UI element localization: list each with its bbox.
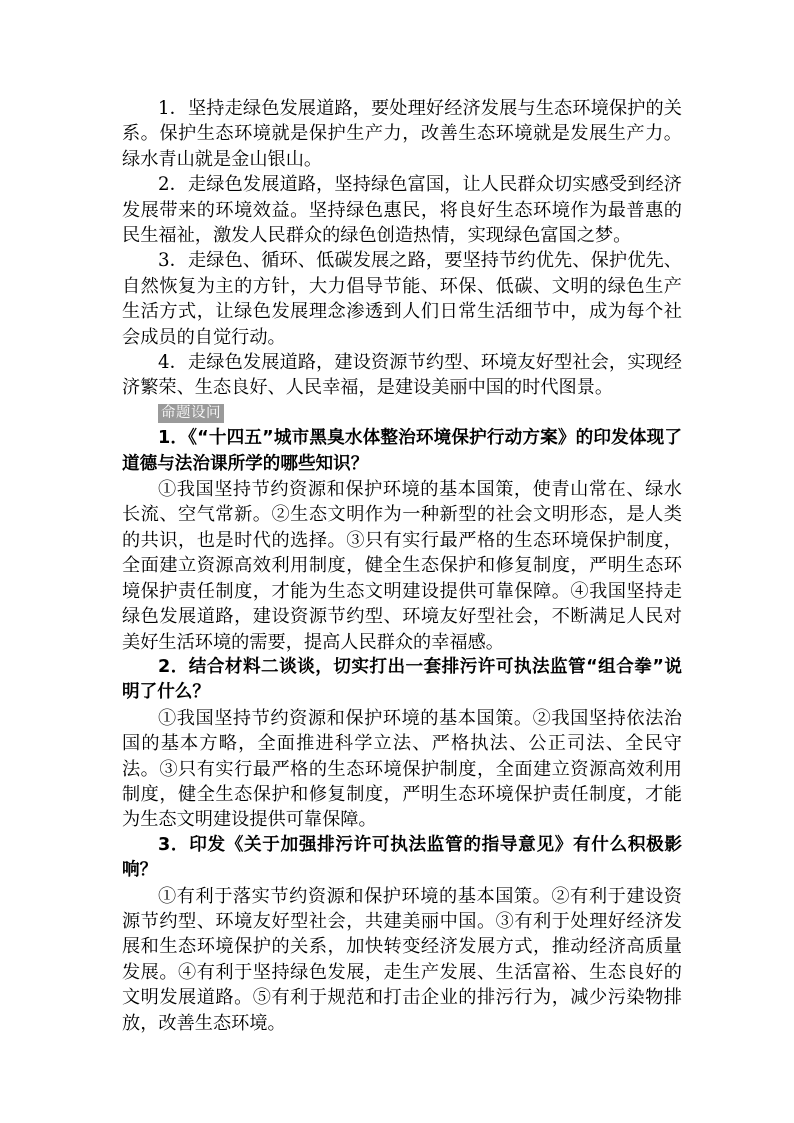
document-page	[122, 96, 682, 1036]
question-1: 1．《“十四五”城市黑臭水体整治环境保护行动方案》的印发体现了道德与法治课所学的哪些知识？	[122, 428, 682, 474]
section-label: 命题设问	[158, 404, 224, 423]
answer-1: ①我国坚持节约资源和保护环境的基本国策，使青山常在、绿水长流、空气常新。②生态文明作为一种新型的社会文明形态，是人类的共识，也是时代的选择。③只有实行最严格的生态环境保护制度，全面建立资源高效利用制度，健全生态保护和修复制度，严明生态环境保护责任制度，才能为生态文明建设提供可靠保障。④我国坚持走绿色发展道路，建设资源节约型、环境友好型社会，不断满足人民对美好生活环境的需要，提高人民群众的幸福感。	[122, 479, 682, 653]
answer-3: ①有利于落实节约资源和保护环境的基本国策。②有利于建设资源节约型、环境友好型社会，共建美丽中国。③有利于处理好经济发展和生态环境保护的关系，加快转变经济发展方式，推动经济高质量发展。④有利于坚持绿色发展，走生产发展、生活富裕、生态良好的文明发展道路。⑤有利于规范和打击企业的排污行为，减少污染物排放，改善生态环境。	[122, 885, 682, 1034]
intro-point-2: 2．走绿色发展道路，坚持绿色富国，让人民群众切实感受到经济发展带来的环境效益。坚持绿色惠民，将良好生态环境作为最普惠的民生福祉，激发人民群众的绿色创造热情，实现绿色富国之梦。	[122, 174, 682, 247]
intro-point-3: 3．走绿色、循环、低碳发展之路，要坚持节约优先、保护优先、自然恢复为主的方针，大力倡导节能、环保、低碳、文明的绿色生产生活方式，让绿色发展理念渗透到人们日常生活细节中，成为每个社会成员的自觉行动。	[122, 250, 682, 348]
question-2: 2．结合材料二谈谈，切实打出一套排污许可执法监管“组合拳”说明了什么？	[122, 656, 682, 703]
intro-point-4: 4．走绿色发展道路，建设资源节约型、环境友好型社会，实现经济繁荣、生态良好、人民幸福，是建设美丽中国的时代图景。	[122, 352, 682, 399]
question-3: 3．印发《关于加强排污许可执法监管的指导意见》有什么积极影响？	[122, 834, 682, 881]
intro-point-1: 1．坚持走绿色发展道路，要处理好经济发展与生态环境保护的关系。保护生态环境就是保护生产力，改善生态环境就是发展生产力。绿水青山就是金山银山。	[122, 98, 682, 170]
section-label-row	[122, 401, 682, 426]
answer-2: ①我国坚持节约资源和保护环境的基本国策。②我国坚持依法治国的基本方略，全面推进科学立法、严格执法、公正司法、全民守法。③只有实行最严格的生态环境保护制度，全面建立资源高效利用制度，健全生态保护和修复制度，严明生态环境保护责任制度，才能为生态文明建设提供可靠保障。	[122, 707, 682, 831]
